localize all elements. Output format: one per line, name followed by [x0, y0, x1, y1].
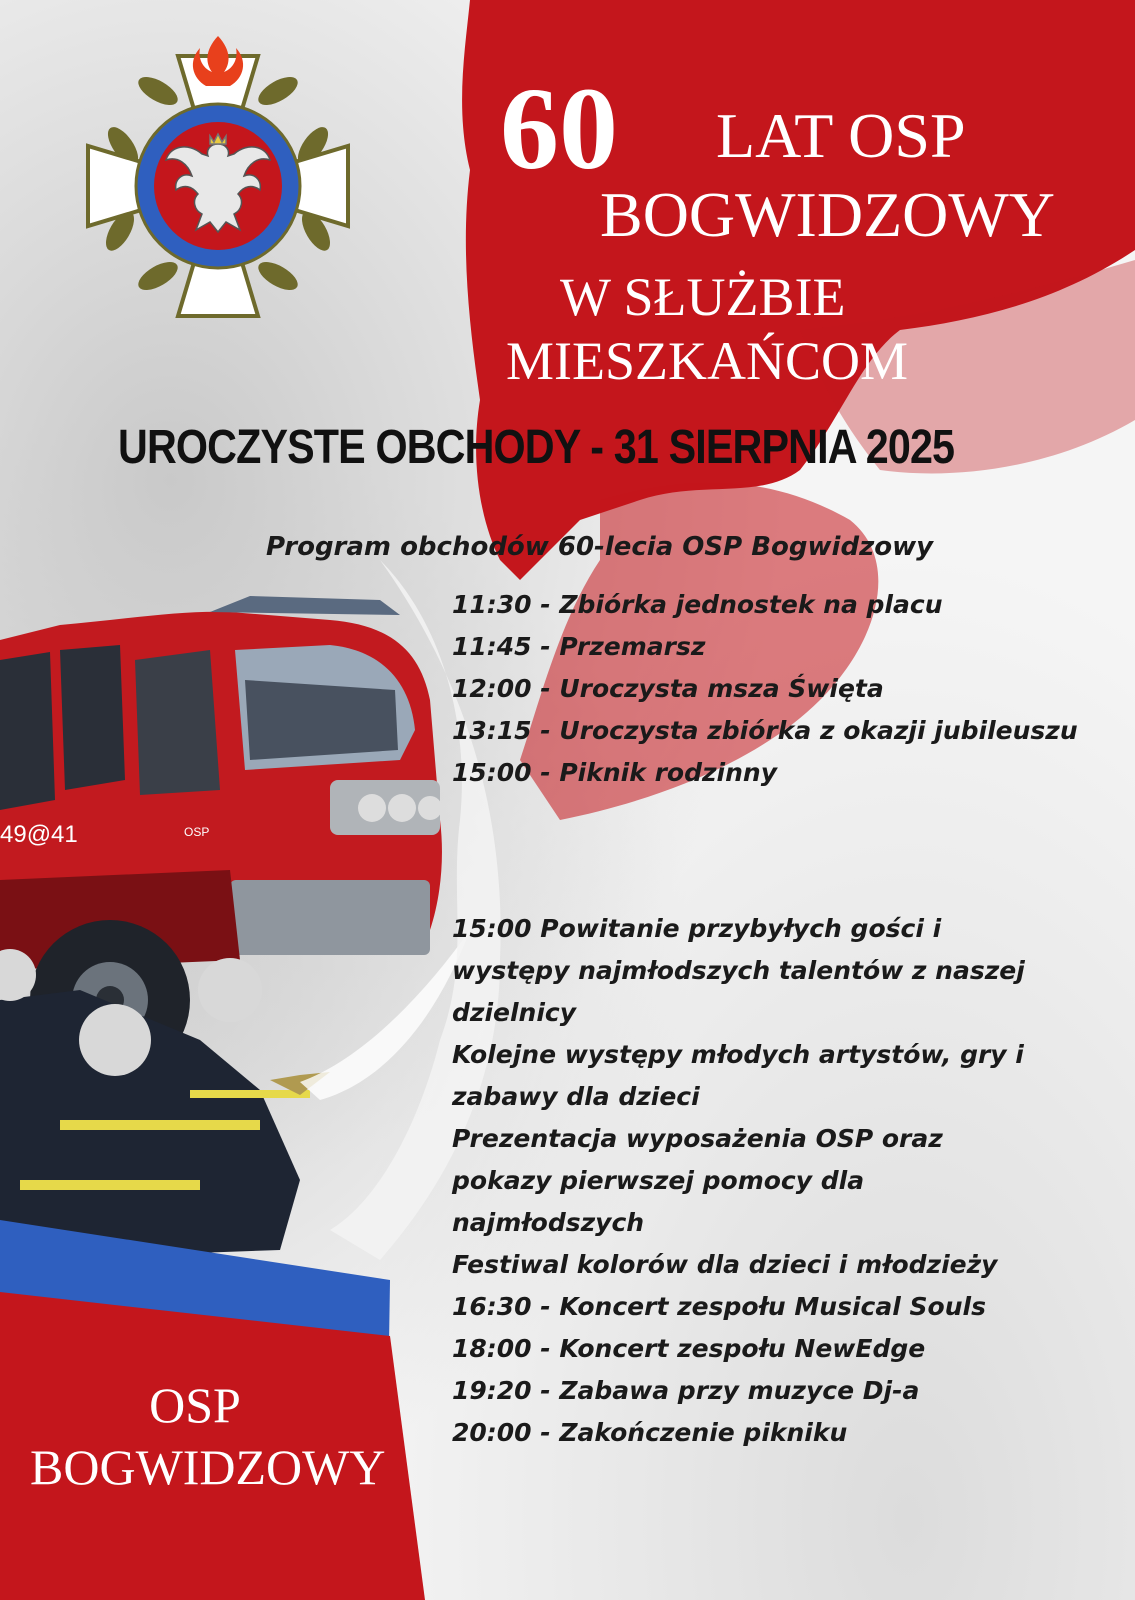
flame-icon	[193, 36, 243, 86]
picnic-item: Kolejne występy młodych artystów, gry i	[452, 1040, 1024, 1069]
picnic-item: Prezentacja wyposażenia OSP oraz	[452, 1124, 943, 1153]
title-line-4: MIESZKAŃCOM	[506, 331, 909, 391]
picnic-item: występy najmłodszych talentów z naszej	[452, 956, 1025, 985]
helmet-icon	[79, 1004, 151, 1076]
title-number: 60	[500, 63, 618, 194]
title-line-1: LAT OSP	[716, 100, 966, 171]
schedule-item: 13:15 - Uroczysta zbiórka z okazji jubileuszu	[452, 716, 1078, 745]
program-title: Program obchodów 60-lecia OSP Bogwidzowy	[266, 532, 934, 562]
picnic-item: dzielnicy	[452, 998, 577, 1027]
picnic-list	[452, 908, 1025, 1454]
picnic-item: 15:00 Powitanie przybyłych gości i	[452, 914, 942, 943]
schedule-item: 12:00 - Uroczysta msza Święta	[452, 674, 884, 703]
picnic-item: 19:20 - Zabawa przy muzyce Dj-a	[452, 1376, 920, 1405]
picnic-item: Festiwal kolorów dla dzieci i młodzieży	[452, 1250, 998, 1279]
osp-emblem	[88, 36, 348, 316]
truck-door-label: OSP	[184, 825, 210, 839]
picnic-item: 16:30 - Koncert zespołu Musical Souls	[452, 1292, 986, 1321]
picnic-item: zabawy dla dzieci	[452, 1082, 700, 1111]
picnic-item: pokazy pierwszej pomocy dla	[452, 1166, 865, 1195]
footer-org-line-2: BOGWIDZOWY	[30, 1439, 386, 1495]
schedule-item: 11:30 - Zbiórka jednostek na placu	[452, 590, 943, 619]
truck-number-plate: 49@41	[0, 821, 78, 848]
title-line-2: BOGWIDZOWY	[600, 179, 1055, 250]
schedule-item: 15:00 - Piknik rodzinny	[452, 758, 777, 787]
picnic-item: 20:00 - Zakończenie pikniku	[452, 1418, 848, 1447]
footer-org-line-1: OSP	[149, 1377, 241, 1433]
title-line-3: W SŁUŻBIE	[560, 267, 846, 327]
schedule-item: 11:45 - Przemarsz	[452, 632, 706, 661]
helmet-icon	[198, 958, 262, 1022]
picnic-item: najmłodszych	[452, 1208, 645, 1237]
picnic-item: 18:00 - Koncert zespołu NewEdge	[452, 1334, 926, 1363]
event-headline: UROCZYSTE OBCHODY - 31 SIERPNIA 2025	[118, 421, 955, 474]
schedule-list	[452, 584, 1078, 794]
